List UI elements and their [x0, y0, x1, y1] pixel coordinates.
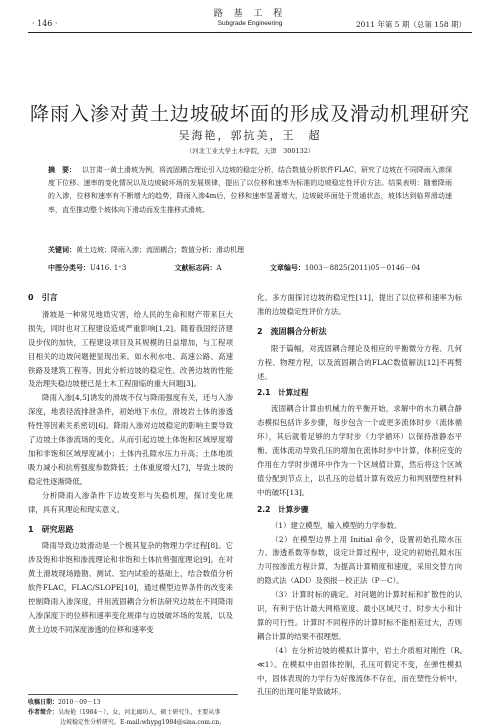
journal-english-title: Subgrade Engineering	[217, 20, 283, 27]
paragraph: （4）在分析边坡的模拟计算中，岩土介质相对刚性（R꜀ ≪1）。在模拟中由固体控制，孔压可假定不变，在弹性模拟中，固体表现的力学行为好像流体不存在，而在塑性分析中，孔压的出现可能导致破坏。	[257, 645, 462, 697]
right-column	[257, 291, 462, 699]
left-column	[28, 291, 233, 637]
abstract-text: 以甘肃一黄土滑坡为例，将流固耦合理论引入边坡的稳定分析，结合数值分析软件FLAC，研究了边坡在不同降雨入渗深度下位移、速率的变化情况以及边坡破坏场的发展规律，提出了以位移和速率为标准的边坡稳定性评价方法。结果表明：随着降雨的入渗，位移和速率有不断增大的趋势，降雨入渗4m后，位移和速率显著增大，边坡破坏面处于贯通状态，坡体达到临界滑动速率，直至推动整个坡体向下滑动而发生推移式滑坡。	[48, 166, 453, 214]
issue-info: 2011 年第 5 期（总第 158 期）	[355, 20, 466, 29]
page-number: · 146 ·	[32, 19, 58, 28]
classification-line	[48, 263, 452, 273]
header-rule	[28, 32, 472, 33]
author-bio-label: 作者简介：	[28, 709, 59, 716]
paragraph: （1）建立模型，输入模型的力学参数。	[271, 520, 402, 530]
journal-title: 路 基 工 程	[213, 9, 287, 19]
received-date: 2010－09－13	[58, 699, 101, 706]
paragraph: 降雨入渗[4,5]诱发的滑坡不仅与降雨强度有关，还与入渗深度，地表径流排泄条件，初始地下水位，滑坡岩土体的渗透特性等因素关系密切[6]。降雨入渗对边坡稳定的影响主要导致了边坡土体渗流场的变化。从而引起边坡土体饱和区域厚度增加和非饱和区域厚度减小；土体内孔隙水压力升高；土体地质吸力减小和抗剪强度参数降低；土体重度增大[7]，导致土坡的稳定性逐渐降低。	[28, 393, 233, 486]
paragraph: （2）在模型边界上用 Initial 命令，设置初始孔隙水压力、渗透系数等参数，设定计算过程中，设定的初始孔隙水压力可按渗流方程计算，为提高计算精度和速度，采用交替方向的隐式法（ADI）及预报－校正法（P－C）。	[257, 534, 462, 586]
clc-label: 中图分类号：	[48, 264, 90, 272]
doc-code: A	[216, 264, 222, 272]
section-heading: 0 引言	[28, 293, 58, 302]
article-no-label: 文章编号：	[269, 264, 305, 272]
section-heading: 2 流固耦合分析法	[257, 326, 327, 336]
article-no: 1003－8825(2011)05－0146－04	[304, 264, 421, 272]
running-header	[0, 0, 500, 56]
clc-code: U416. 1⁺3	[90, 264, 127, 272]
paragraph: （3）计算时标的确定。对问题的计算时标和扩散性的认识，有利于估计最大网格宽度、最小区域尺寸、时步大小和计算的可行性。计算时不同程序的计算时标不能相差过大，否则耦合计算的结果不很理想。	[257, 590, 462, 641]
keywords	[48, 245, 452, 255]
received-label: 收稿日期：	[28, 699, 59, 706]
paragraph: 化、多方面探讨边坡的稳定性[11]，提出了以位移和速率为标准的边坡稳定性评价方法。	[257, 293, 462, 316]
affiliation: （河北工业大学土木学院，天津 300132）	[185, 147, 315, 155]
doc-code-label: 文献标志码：	[174, 264, 217, 272]
keywords-text: 黄土边坡；降雨入渗；流固耦合；数值分析；滑动机理	[76, 246, 244, 254]
author-bio-continued: 边坡稳定性分析研究。E-mail:whypg1984@sina.com.cn。	[60, 719, 226, 726]
abstract	[48, 164, 452, 217]
paragraph: 滑坡是一种常见地质灾害，给人民的生命和财产带来巨大损失，同时也对工程建设造成严重影响[1,2]。随着我国经济建设步伐的加快，工程建设项目及其规模的日益增加，与工程项目相关的边坡问题便显现出来。如水利水电、高速公路、高速铁路及建筑工程等。因此分析边坡的稳定性、改善边坡的性能及治理失稳边坡便已是土木工程面临的重大问题[3]。	[28, 309, 233, 389]
paper-title: 降雨入渗对黄土边坡破坏面的形成及滑动机理研究	[29, 102, 470, 125]
paragraph: 流固耦合计算由机械力的平衡开始，求解中的水力耦合静态模拟包括许多步骤，每步包含一个或更多流体时步（流体循环），其后就着足够的力学时步（力学循环）以保持准静态平衡。流体流动导致孔压的增加在流体时步中计算，体积应变的作用在力学时步循环中作为一个区域值计算，然后将这个区域值分配到节点上，以孔压的总值计算有效应力和判别塑性材料中的破坏[13]。	[257, 404, 462, 497]
subsection-heading: 2.1 计算过程	[257, 388, 309, 398]
keywords-label: 关键词：	[48, 246, 76, 254]
section-heading: 1 研究思路	[28, 524, 74, 534]
subsection-heading: 2.2 计算步骤	[257, 504, 309, 514]
paragraph: 限于篇幅，对流固耦合理论及相应的平衡微分方程、几何方程、物理方程，以及流固耦合的FLAC数值解法[12]不再赘述。	[257, 343, 462, 381]
paragraph: 分析降雨入渗条件下边坡变形与失稳机理，探讨变化规律，具有其理论和现实意义。	[28, 490, 233, 514]
authors: 吴海艳，郭抗美，王 超	[178, 129, 322, 142]
abstract-label: 摘 要：	[48, 166, 77, 174]
footnote	[28, 694, 238, 728]
paragraph: 降雨导致边坡滑动是一个极其复杂的物理力学过程[8]。它涉及饱和非饱和渗流理论和非饱和土体抗剪强度理论[9]。在对黄土滑坡现场踏勘、测试、室内试验的基础上，结合数值分析软件FLAC，FLAC/SLOPE[10]，通过模型边界条件的改变来控制降雨入渗深度，并用流固耦合分析法研究边坡在不同降雨入渗深度下的位移和速率变化规律与边坡破坏场的发展，以及黄土边坡不同深度渗透的位移和速率变	[28, 541, 233, 634]
author-bio: 吴海艳（1984－），女，河北廊坊人，硕士研究生，主要从事	[58, 709, 221, 716]
